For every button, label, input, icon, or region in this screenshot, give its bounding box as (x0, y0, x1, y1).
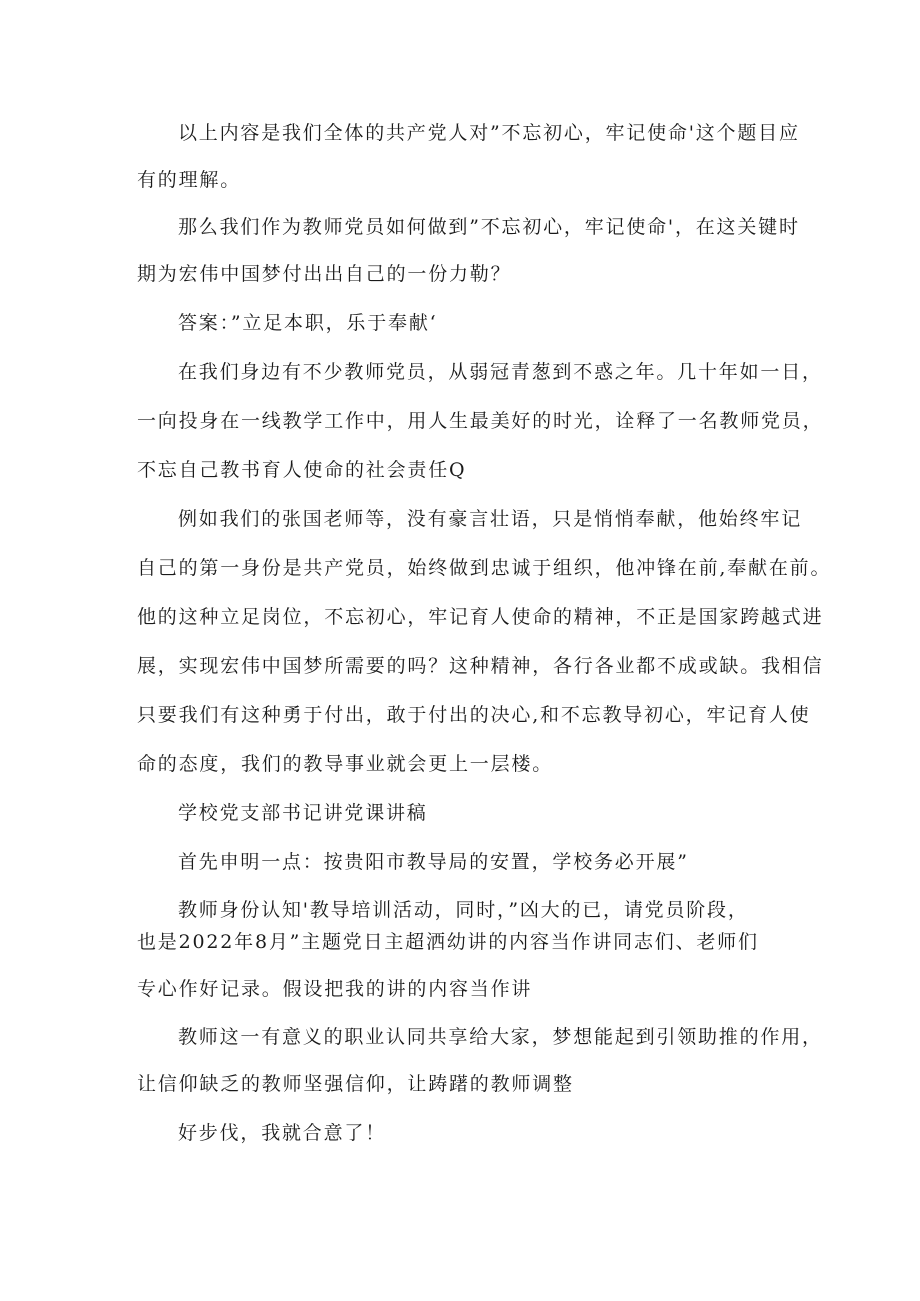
text-line-19: 专心作好记录。假设把我的讲的内容当作讲 (137, 978, 533, 1000)
text-line-1: 以上内容是我们全体的共产党人对”不忘初心，牢记使命'这个题目应 (178, 122, 800, 144)
text-line-17: 教师身份认知'教导培训活动，同时，”凶大的已，请党员阶段， (178, 899, 749, 921)
text-line-4: 期为宏伟中国梦付出出自己的一份力勒？ (137, 263, 512, 285)
text-line-20: 教师这一有意义的职业认同共享给大家，梦想能起到引领助推的作用， (178, 1026, 823, 1048)
text-line-8: 不忘自己教书育人使命的社会责任Q (137, 459, 467, 481)
text-line-5: 答案：”立足本职，乐于奉献‘ (178, 312, 438, 334)
text-line-7: 一向投身在一线教学工作中，用人生最美好的时光，诠释了一名教师党员， (137, 410, 824, 432)
text-line-2: 有的理解。 (137, 169, 242, 191)
text-line-21: 让信仰缺乏的教师坚强信仰，让踌躇的教师调整 (137, 1073, 574, 1095)
text-line-14: 命的态度，我们的教导事业就会更上一层楼。 (137, 753, 554, 775)
text-line-10: 自己的第一身份是共产党员，始终做到忠诚于组织，他冲锋在前,奉献在前。 (137, 557, 832, 579)
text-line-22: 好步伐，我就合意了！ (178, 1122, 387, 1144)
text-line-9: 例如我们的张国老师等，没有豪言壮语，只是悄悄奉献，他始终牢记 (178, 508, 803, 530)
text-line-16: 首先申明一点：按贵阳市教导局的安置，学校务必开展” (178, 851, 689, 873)
text-line-18: 也是2022年8月”主题党日主超洒幼讲的内容当作讲同志们、老师们 (137, 931, 759, 953)
text-line-12: 展，实现宏伟中国梦所需要的吗？这种精神，各行各业都不成或缺。我相信 (137, 655, 824, 677)
text-line-3: 那么我们作为教师党员如何做到”不忘初心，牢记使命'，在这关键时 (178, 216, 800, 238)
section-title: 学校党支部书记讲党课讲稿 (178, 802, 428, 824)
text-line-6: 在我们身边有不少教师党员，从弱冠青葱到不惑之年。几十年如一日， (178, 361, 823, 383)
text-line-13: 只要我们有这种勇于付出，敢于付出的决心,和不忘教导初心，牢记育人使 (137, 704, 811, 726)
text-line-11: 他的这种立足岗位，不忘初心，牢记育人使命的精神，不正是国家跨越式进 (137, 606, 824, 628)
